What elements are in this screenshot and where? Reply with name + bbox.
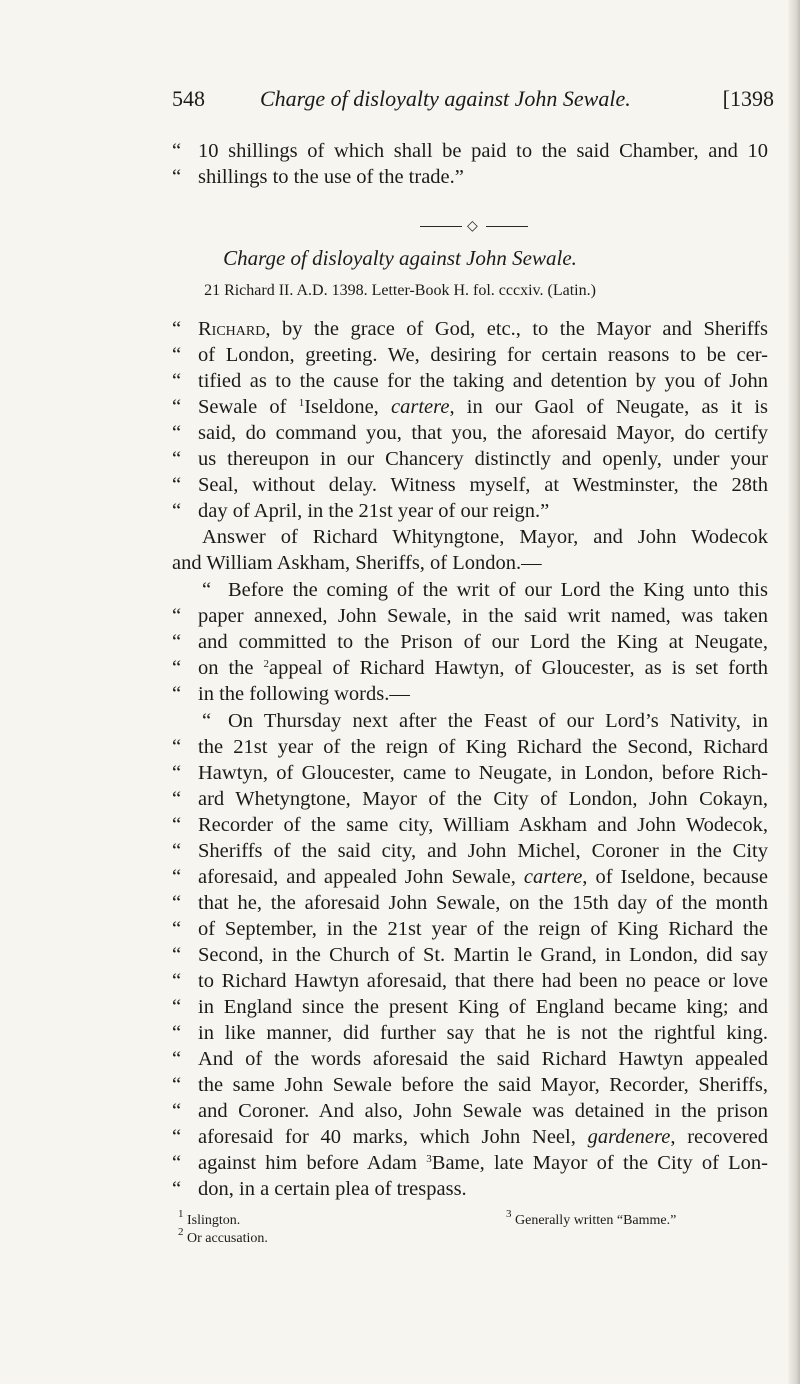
appeal-line: “ in like manner, did further say that he is not the rightful king. (172, 1022, 768, 1044)
footnote-ref-2: 2 (263, 658, 270, 670)
running-header (172, 86, 774, 116)
appeal-line: “ to Richard Hawtyn aforesaid, that there had been no peace or love (172, 970, 768, 992)
appeal-line: “ that he, the aforesaid John Sewale, on the 15th day of the month (172, 892, 768, 914)
text-line: “ 10 shillings of which shall be paid to the said Chamber, and 10 (172, 140, 768, 162)
writ-line: “ Sewale of $^1$Iseldone, cartere, in our Gaol of Neugate, as it is (172, 396, 769, 418)
section-divider (420, 220, 528, 234)
appeal-line: “ Hawtyn, of Gloucester, came to Neugate, in London, before Rich- (172, 762, 768, 784)
appeal-line: “ of September, in the 21st year of the reign of King Richard the (172, 918, 768, 940)
appeal-line: “ On Thursday next after the Feast of our Lord’s Nativity, in (202, 710, 768, 732)
page-number: 548 (172, 86, 205, 111)
appeal-line: “ the same John Sewale before the said Mayor, Recorder, Sheriffs, (172, 1074, 768, 1096)
footnote-2: $^2$ Or accusation. (178, 1226, 268, 1246)
appeal-line: “ ard Whetyngtone, Mayor of the City of London, John Cokayn, (172, 788, 768, 810)
appeal-line: “ and Coroner. And also, John Sewale was detained in the prison (172, 1100, 768, 1122)
source-citation: 21 Richard II. A.D. 1398. Letter-Book H. fol. cccxiv. (Latin.) (204, 282, 596, 299)
text-line: “ shillings to the use of the trade.” (172, 166, 464, 188)
appeal-line: “ against him before Adam $^3$Bame, late Mayor of the City of Lon- (172, 1152, 769, 1174)
return-line: “ and committed to the Prison of our Lord the King at Neugate, (172, 631, 768, 653)
writ-line: “ us thereupon in our Chancery distinctly and openly, under your (172, 448, 768, 470)
running-title: Charge of disloyalty against John Sewale. (260, 86, 631, 111)
appeal-line: “ aforesaid, and appealed John Sewale, cartere, of Iseldone, because (172, 866, 769, 888)
writ-line: “ tified as to the cause for the taking and detention by you of John (172, 370, 768, 392)
appeal-line: “ And of the words aforesaid the said Richard Hawtyn appealed (172, 1048, 768, 1070)
page-edge-shadow (788, 0, 800, 1384)
appeal-line: “ in England since the present King of England became king; and (172, 996, 768, 1018)
appeal-line: “ don, in a certain plea of trespass. (172, 1178, 467, 1200)
return-line: “ paper annexed, John Sewale, in the said writ named, was taken (172, 605, 768, 627)
appeal-line: “ Sheriffs of the said city, and John Michel, Coroner in the City (172, 840, 768, 862)
footnote-ref-3: 3 (426, 1153, 432, 1165)
writ-line: “ said, do command you, that you, the aforesaid Mayor, do certify (172, 422, 768, 444)
return-line: “ in the following words.— (172, 683, 410, 705)
return-line: “ Before the coming of the writ of our Lord the King unto this (202, 579, 768, 601)
answer-line: Answer of Richard Whityngtone, Mayor, and John Wodecok (202, 526, 768, 548)
writ-line: “ of London, greeting. We, desiring for certain reasons to be cer- (172, 344, 768, 366)
diamond-ornament-icon: ◇ (467, 219, 478, 234)
section-title: Charge of disloyalty against John Sewale. (223, 246, 577, 270)
writ-line: “ Seal, without delay. Witness myself, at Westminster, the 28th (172, 474, 768, 496)
appeal-line: “ Second, in the Church of St. Martin le Grand, in London, did say (172, 944, 768, 966)
appeal-line: “ Recorder of the same city, William Askham and John Wodecok, (172, 814, 768, 836)
footnote-1: $^1$ Islington. (178, 1208, 241, 1228)
appeal-line: “ aforesaid for 40 marks, which John Neel, gardenere, recovered (172, 1126, 768, 1148)
footnote-3: $^3$ Generally written “Bamme.” (506, 1208, 677, 1228)
appeal-line: “ the 21st year of the reign of King Richard the Second, Richard (172, 736, 768, 758)
writ-line: “ day of April, in the 21st year of our reign.” (172, 500, 550, 522)
writ-line: “ Richard, by the grace of God, etc., to the Mayor and Sheriffs (172, 318, 769, 340)
answer-line: and William Askham, Sheriffs, of London.— (172, 552, 542, 574)
footnote-ref-1: 1 (298, 397, 305, 409)
header-year: [1398 (722, 86, 774, 111)
return-line: “ on the $^2$appeal of Richard Hawtyn, of Gloucester, as is set forth (172, 657, 769, 679)
